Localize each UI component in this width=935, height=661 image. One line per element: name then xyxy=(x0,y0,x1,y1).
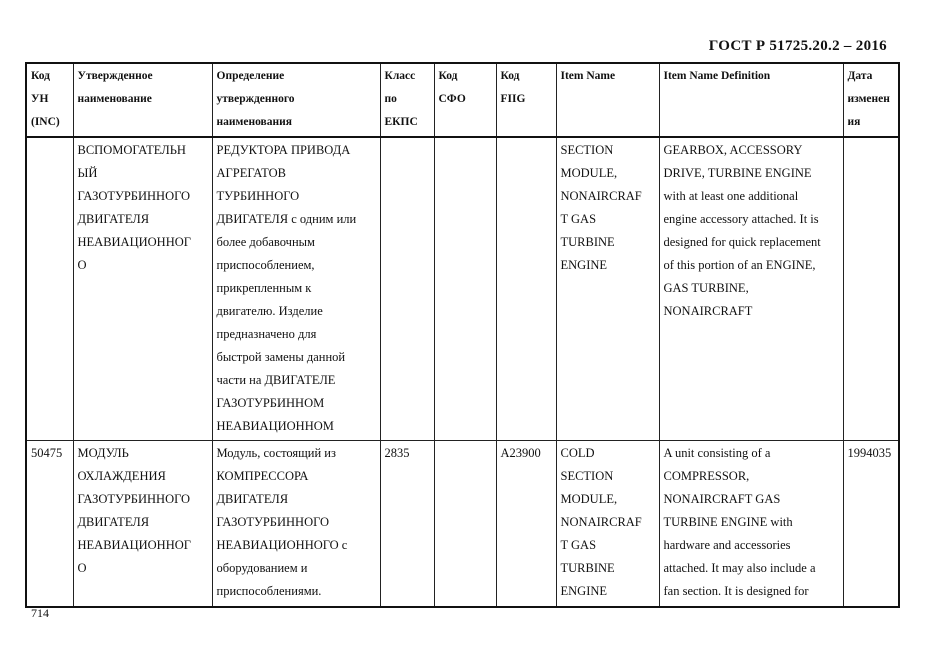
cell-item-name-definition: GEARBOX, ACCESSORY DRIVE, TURBINE ENGINE with at least one additional engine accessory attached. It is designed for quick replacement of this portion of an ENGINE, GAS TURBINE, NONAIRCRAFT xyxy=(659,137,843,441)
header-inc-code: Код УН (INC) xyxy=(26,63,73,137)
cell-sfo-code xyxy=(434,441,496,607)
cell-approved-name: ВСПОМОГАТЕЛЬН ЫЙ ГАЗОТУРБИННОГО ДВИГАТЕЛЯ НЕАВИАЦИОННОГ О xyxy=(73,137,212,441)
cell-fiig-code xyxy=(496,137,556,441)
nomenclature-table xyxy=(25,62,900,608)
header-item-name: Item Name xyxy=(556,63,659,137)
header-approved-name: Утвержденное наименование xyxy=(73,63,212,137)
header-sfo-code: Код СФО xyxy=(434,63,496,137)
cell-change-date: 1994035 xyxy=(843,441,899,607)
page-number: 714 xyxy=(31,606,49,620)
header-definition: Определение утвержденного наименования xyxy=(212,63,380,137)
table-header-row xyxy=(26,63,899,137)
header-change-date: Дата изменен ия xyxy=(843,63,899,137)
cell-definition: Модуль, состоящий из КОМПРЕССОРА ДВИГАТЕЛЯ ГАЗОТУРБИННОГО НЕАВИАЦИОННОГО с оборудованием и приспособлениями. xyxy=(212,441,380,607)
document-standard-header: ГОСТ Р 51725.20.2 – 2016 xyxy=(708,38,887,54)
cell-ekps-class xyxy=(380,137,434,441)
cell-inc: 50475 xyxy=(26,441,73,607)
cell-item-name: COLD SECTION MODULE, NONAIRCRAF T GAS TURBINE ENGINE xyxy=(556,441,659,607)
cell-ekps-class: 2835 xyxy=(380,441,434,607)
cell-change-date xyxy=(843,137,899,441)
cell-inc xyxy=(26,137,73,441)
cell-fiig-code: A23900 xyxy=(496,441,556,607)
cell-definition: РЕДУКТОРА ПРИВОДА АГРЕГАТОВ ТУРБИННОГО ДВИГАТЕЛЯ с одним или более добавочным приспособлением, прикрепленным к двигателю. Изделие предназначено для быстрой замены данной части на ДВИГАТЕЛЕ ГАЗОТУРБИННОМ НЕАВИАЦИОННОМ xyxy=(212,137,380,441)
header-item-name-definition: Item Name Definition xyxy=(659,63,843,137)
table-row xyxy=(26,137,899,441)
cell-sfo-code xyxy=(434,137,496,441)
cell-item-name-definition: A unit consisting of a COMPRESSOR, NONAIRCRAFT GAS TURBINE ENGINE with hardware and accessories attached. It may also include a fan section. It is designed for xyxy=(659,441,843,607)
header-ekps-class: Класс по ЕКПС xyxy=(380,63,434,137)
table-row xyxy=(26,441,899,607)
cell-item-name: SECTION MODULE, NONAIRCRAF T GAS TURBINE ENGINE xyxy=(556,137,659,441)
header-fiig-code: Код FIIG xyxy=(496,63,556,137)
cell-approved-name: МОДУЛЬ ОХЛАЖДЕНИЯ ГАЗОТУРБИННОГО ДВИГАТЕЛЯ НЕАВИАЦИОННОГ О xyxy=(73,441,212,607)
